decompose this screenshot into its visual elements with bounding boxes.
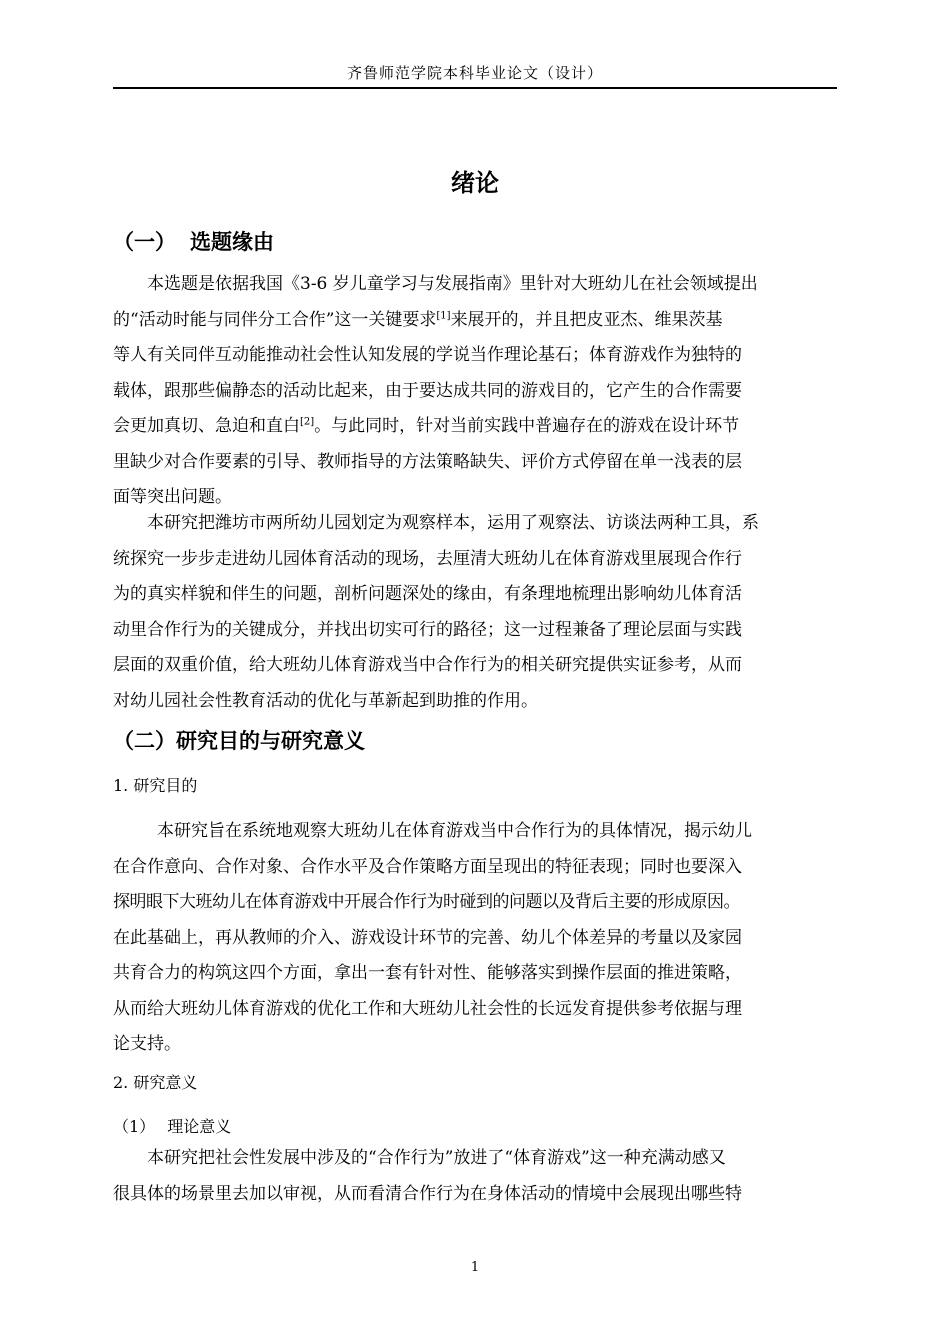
- paragraph-line: 本研究旨在系统地观察大班幼儿在体育游戏当中合作行为的具体情况，揭示幼儿: [157, 821, 752, 841]
- paragraph-line: [113, 303, 837, 339]
- paragraph-line: 动里合作行为的关键成分，并找出切实可行的路径；这一过程兼备了理论层面与实践: [113, 619, 742, 640]
- paragraph-3: [113, 814, 837, 1063]
- running-header: 齐鲁师范学院本科毕业论文（设计）: [346, 64, 603, 82]
- paragraph-line: 在合作意向、合作对象、合作水平及合作策略方面呈现出的特征表现；同时也要深入: [113, 856, 742, 877]
- subheading-research-significance: 2. 研究意义: [113, 1073, 198, 1092]
- citation-ref: [2]: [300, 416, 315, 428]
- paragraph-line: 在此基础上，再从教师的介入、游戏设计环节的完善、幼儿个体差异的考量以及家园: [113, 927, 742, 948]
- paragraph-line: 探明眼下大班幼儿在体育游戏中开展合作行为时碰到的问题以及背后主要的形成原因。: [113, 892, 740, 912]
- paragraph-4: [113, 1141, 837, 1212]
- paragraph-line: [113, 409, 837, 445]
- paragraph-line: 里缺少对合作要素的引导、教师指导的方法策略缺失、评价方式停留在单一浅表的层: [113, 451, 742, 472]
- paragraph-line: 本研究把潍坊市两所幼儿园划定为观察样本，运用了观察法、访谈法两种工具，系: [147, 513, 759, 533]
- paragraph-line: 面等突出问题。: [113, 487, 232, 507]
- paragraph-line: 本研究把社会性发展中涉及的“合作行为”放进了“体育游戏”这一种充满动感又: [147, 1148, 726, 1168]
- paragraph-line: 共育合力的构筑这四个方面，拿出一套有针对性、能够落实到操作层面的推进策略，: [113, 963, 742, 983]
- subheading-research-purpose: 1. 研究目的: [113, 776, 198, 795]
- subheading-number: （1）: [113, 1117, 156, 1136]
- paragraph-line: 很具体的场景里去加以审视，从而看清合作行为在身体活动的情境中会展现出哪些特: [113, 1183, 742, 1204]
- header-rule: [113, 87, 837, 89]
- paragraph-line: 层面的双重价值，给大班幼儿体育游戏当中合作行为的相关研究提供实证参考，从而: [113, 655, 742, 675]
- paragraph-line: 本选题是依据我国《3-6 岁儿童学习与发展指南》里针对大班幼儿在社会领域提出: [147, 274, 758, 294]
- paragraph-line: 为的真实样貌和伴生的问题，剖析问题深处的缘由，有条理地梳理出影响幼儿体育活: [113, 584, 742, 604]
- paragraph-line: 统探究一步步走进幼儿园体育活动的现场，去厘清大班幼儿在体育游戏里展现合作行: [113, 548, 742, 569]
- subheading-text: 理论意义: [167, 1117, 232, 1136]
- paragraph-1: [113, 267, 837, 516]
- paragraph-line: 对幼儿园社会性教育活动的优化与革新起到助推的作用。: [113, 690, 538, 711]
- text-run: 会更加真切、急迫和直白: [113, 416, 300, 436]
- section-heading-2: （二）研究目的与研究意义: [113, 728, 365, 753]
- text-run: 来展开的，并且把皮亚杰、维果茨基: [450, 309, 723, 330]
- section-heading-1: [113, 226, 837, 256]
- chapter-title: 绪论: [451, 168, 499, 197]
- page-number: 1: [470, 1260, 480, 1275]
- text-run: 的“活动时能与同伴分工合作”这一关键要求: [113, 309, 437, 330]
- citation-ref: [1]: [436, 309, 451, 321]
- paragraph-line: 从而给大班幼儿体育游戏的优化工作和大班幼儿社会性的长远发育提供参考依据与理: [113, 998, 742, 1019]
- subheading-theoretical-significance: [113, 1114, 837, 1137]
- paragraph-2: [113, 506, 837, 719]
- section-heading-1-text: 选题缘由: [190, 229, 274, 254]
- section-heading-1-number: （一）: [113, 229, 176, 254]
- paragraph-line: 载体，跟那些偏静态的活动比起来，由于要达成共同的游戏目的，它产生的合作需要: [113, 380, 742, 401]
- text-run: 。与此同时，针对当前实践中普遍存在的游戏在设计环节: [314, 416, 740, 436]
- paragraph-line: 论支持。: [113, 1034, 181, 1054]
- paragraph-line: 等人有关同伴互动能推动社会性认知发展的学说当作理论基石；体育游戏作为独特的: [113, 345, 742, 365]
